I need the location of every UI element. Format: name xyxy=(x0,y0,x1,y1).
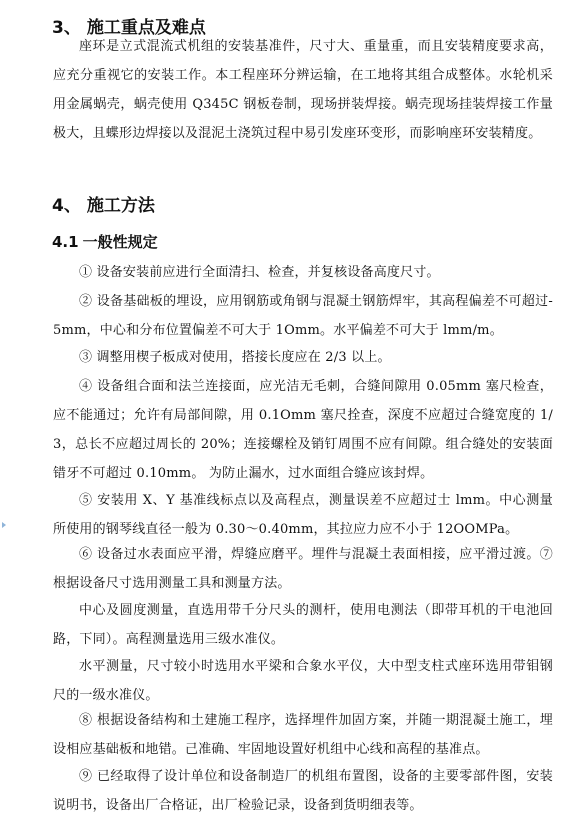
list-item-6: ⑥ 设备过水表面应平滑，焊缝应磨平。埋件与混凝土表面相接，应平滑过渡。⑦ 根据设备尺寸选用测量工具和测量方法。 xyxy=(53,547,553,591)
section-3-paragraph: 座环是立式混流式机组的安装基准件，尺寸大、重量重，而且安装精度要求高，应充分重视它的安装工作。本工程座环分辨运输，在工地将其组合成整体。水轮机采用金属蜗壳，蜗壳使用 Q345C 钢板卷制，现场拼装焊接。蜗壳现场挂装焊接工作量极大，且蝶形边焊接以及混泥土浇筑过程中易引发座环变形，而影响座环安装精度。 xyxy=(53,39,553,141)
section-4-1-number: 4.1 xyxy=(52,233,79,251)
section-4-1-title: 一般性规定 xyxy=(82,233,158,251)
list-item-8: ⑧ 根据设备结构和土建施工程序，选择埋件加固方案，并随一期混凝土施工，埋设相应基础板和地错。己准确、牢固地设置好机组中心线和高程的基准点。 xyxy=(53,713,553,757)
section-4-number: 4、 xyxy=(52,196,81,216)
margin-marker-icon xyxy=(2,522,6,528)
section-4-title: 施工方法 xyxy=(86,196,155,216)
list-item-5: ⑤ 安装用 X、Y 基准线标点以及高程点，测量误差不应超过士 lmm。中心测量所使用的钢琴线直径一般为 0.30～0.40mm，其拉应力应不小于 12OOMPa。 xyxy=(53,493,553,537)
list-item-4: ④ 设备组合面和法兰连接面，应光洁无毛刺，合缝间隙用 0.05mm 塞尺检查，应不能通过；允许有局部间隙，用 0.1Omm 塞尺拴查，深度不应超过合缝宽度的 1/3，总长不应超过周长的 20%；连接螺栓及销钉周围不应有间隙。组合缝处的安装面错牙不可超过 0.10mm。 为防止漏水，过水面组合缝应该封焊。 xyxy=(53,379,553,481)
section-3-title: 施工重点及难点 xyxy=(86,18,206,38)
measurement-center-paragraph: 中心及圆度测量，直选用带千分尺头的测杆，使用电测法（即带耳机的干电池回路，下同）。高程测量选用三级水准仪。 xyxy=(53,603,553,647)
section-3-number: 3、 xyxy=(52,18,81,38)
section-4-1-heading xyxy=(52,231,158,252)
list-item-1: ① 设备安装前应进行全面清扫、检查，并复核设备高度尺寸。 xyxy=(79,265,440,280)
list-item-2: ② 设备基础板的埋设，应用钢筋或角钢与混凝土钢筋焊牢，其高程偏差不可超过-5mm，中心和分布位置偏差不可大于 1Omm。水平偏差不可大于 lmm/m。 xyxy=(53,294,553,338)
measurement-level-paragraph: 水平测量，尺寸较小时选用水平梁和合象水平仪，大中型支柱式座环选用带钼钢尺的一级水准仪。 xyxy=(53,659,553,703)
list-item-9: ⑨ 已经取得了设计单位和设备制造厂的机组布置图，设备的主要零部件图，安装说明书，设备出厂合格证，出厂检验记录，设备到货明细表等。 xyxy=(53,769,553,813)
list-item-3: ③ 调整用楔子板成对使用，搭接长度应在 2/3 以上。 xyxy=(79,350,391,365)
section-4-heading xyxy=(52,191,155,216)
